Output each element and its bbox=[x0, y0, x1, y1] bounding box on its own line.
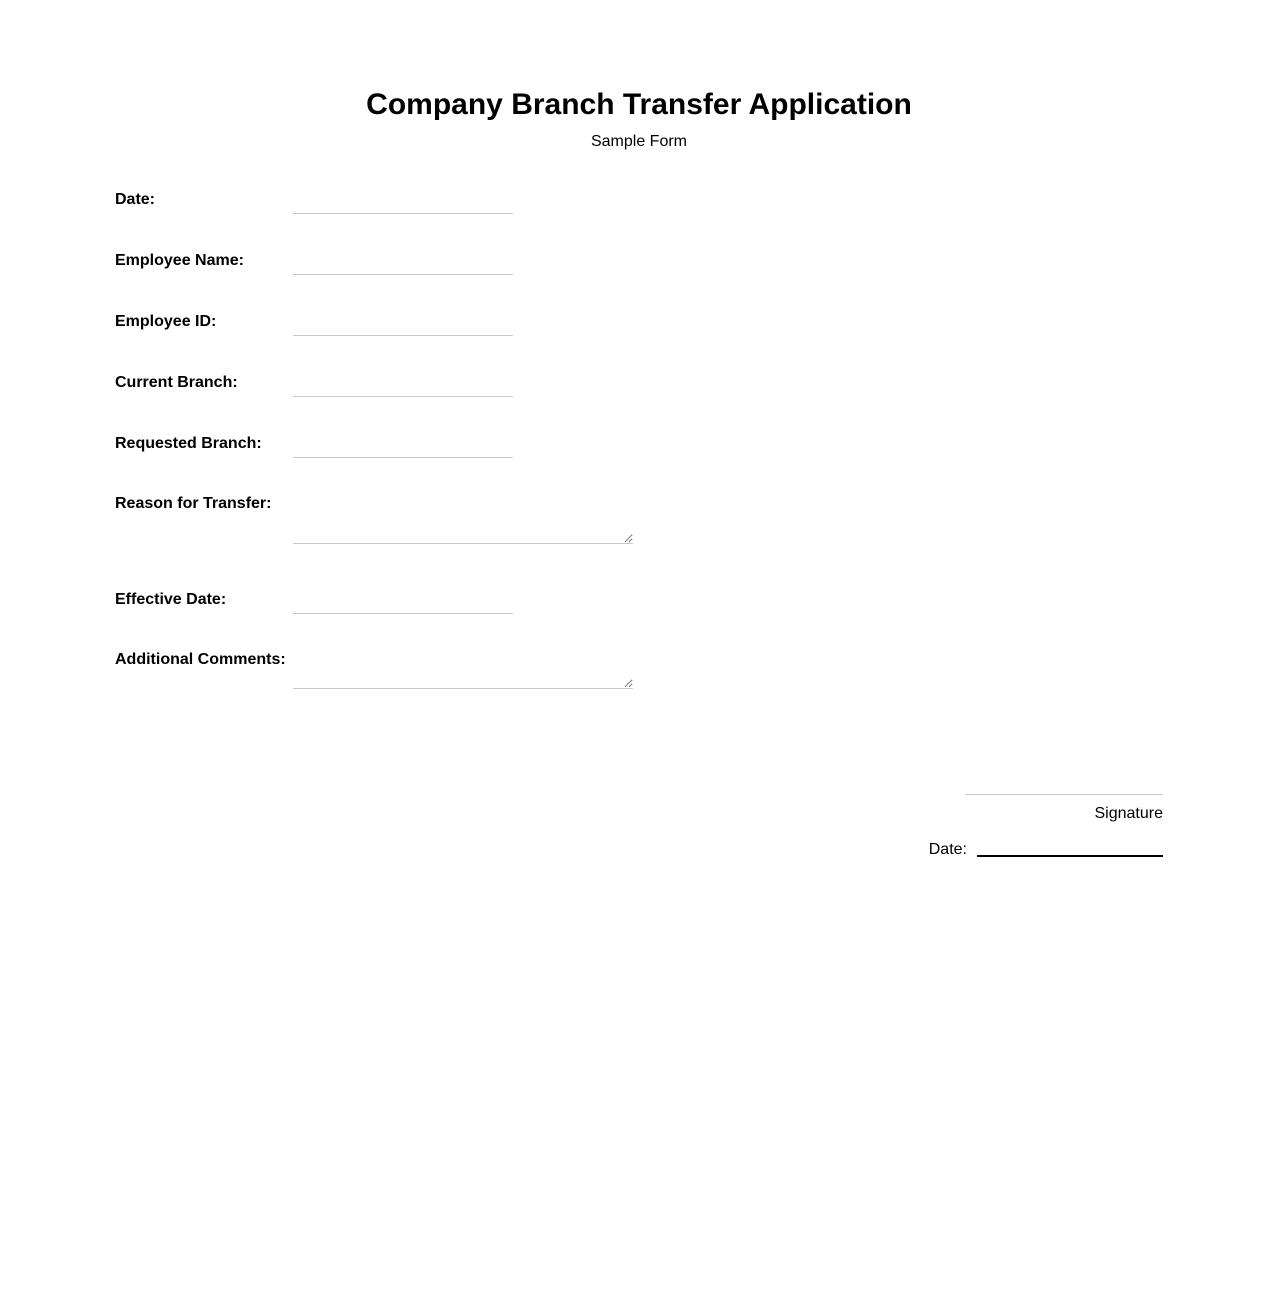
signature-date-label: Date: bbox=[928, 841, 967, 858]
employee-name-label: Employee Name: bbox=[115, 251, 244, 269]
additional-comments-label: Additional Comments: bbox=[115, 651, 286, 668]
employee-id-input[interactable] bbox=[293, 306, 513, 336]
reason-for-transfer-label: Reason for Transfer: bbox=[115, 495, 272, 512]
additional-comments-textarea[interactable] bbox=[293, 630, 633, 689]
form-row-date bbox=[115, 184, 1163, 214]
form-row-effective-date bbox=[115, 584, 1163, 614]
requested-branch-label: Requested Branch: bbox=[115, 434, 262, 452]
effective-date-input[interactable] bbox=[293, 584, 513, 614]
signature-block bbox=[115, 794, 1163, 859]
employee-id-label: Employee ID: bbox=[115, 312, 217, 330]
page-title: Company Branch Transfer Application bbox=[366, 88, 912, 121]
signature-date-row bbox=[115, 840, 1163, 859]
employee-name-input[interactable] bbox=[293, 245, 513, 275]
transfer-form bbox=[115, 184, 1163, 689]
date-label: Date: bbox=[115, 190, 156, 208]
signature-date-line bbox=[977, 840, 1163, 857]
signature-label: Signature bbox=[1094, 805, 1163, 822]
form-row-requested-branch bbox=[115, 428, 1163, 458]
form-row-employee-name bbox=[115, 245, 1163, 275]
reason-for-transfer-textarea[interactable] bbox=[293, 463, 633, 544]
form-row-employee-id bbox=[115, 306, 1163, 336]
current-branch-label: Current Branch: bbox=[115, 373, 238, 391]
form-row-reason-for-transfer bbox=[115, 463, 1163, 544]
requested-branch-input[interactable] bbox=[293, 428, 513, 458]
current-branch-input[interactable] bbox=[293, 367, 513, 397]
form-row-current-branch bbox=[115, 367, 1163, 397]
form-row-additional-comments bbox=[115, 630, 1163, 689]
signature-line bbox=[965, 794, 1163, 795]
page-subtitle: Sample Form bbox=[590, 133, 688, 150]
date-input[interactable] bbox=[293, 184, 513, 214]
effective-date-label: Effective Date: bbox=[115, 590, 227, 608]
